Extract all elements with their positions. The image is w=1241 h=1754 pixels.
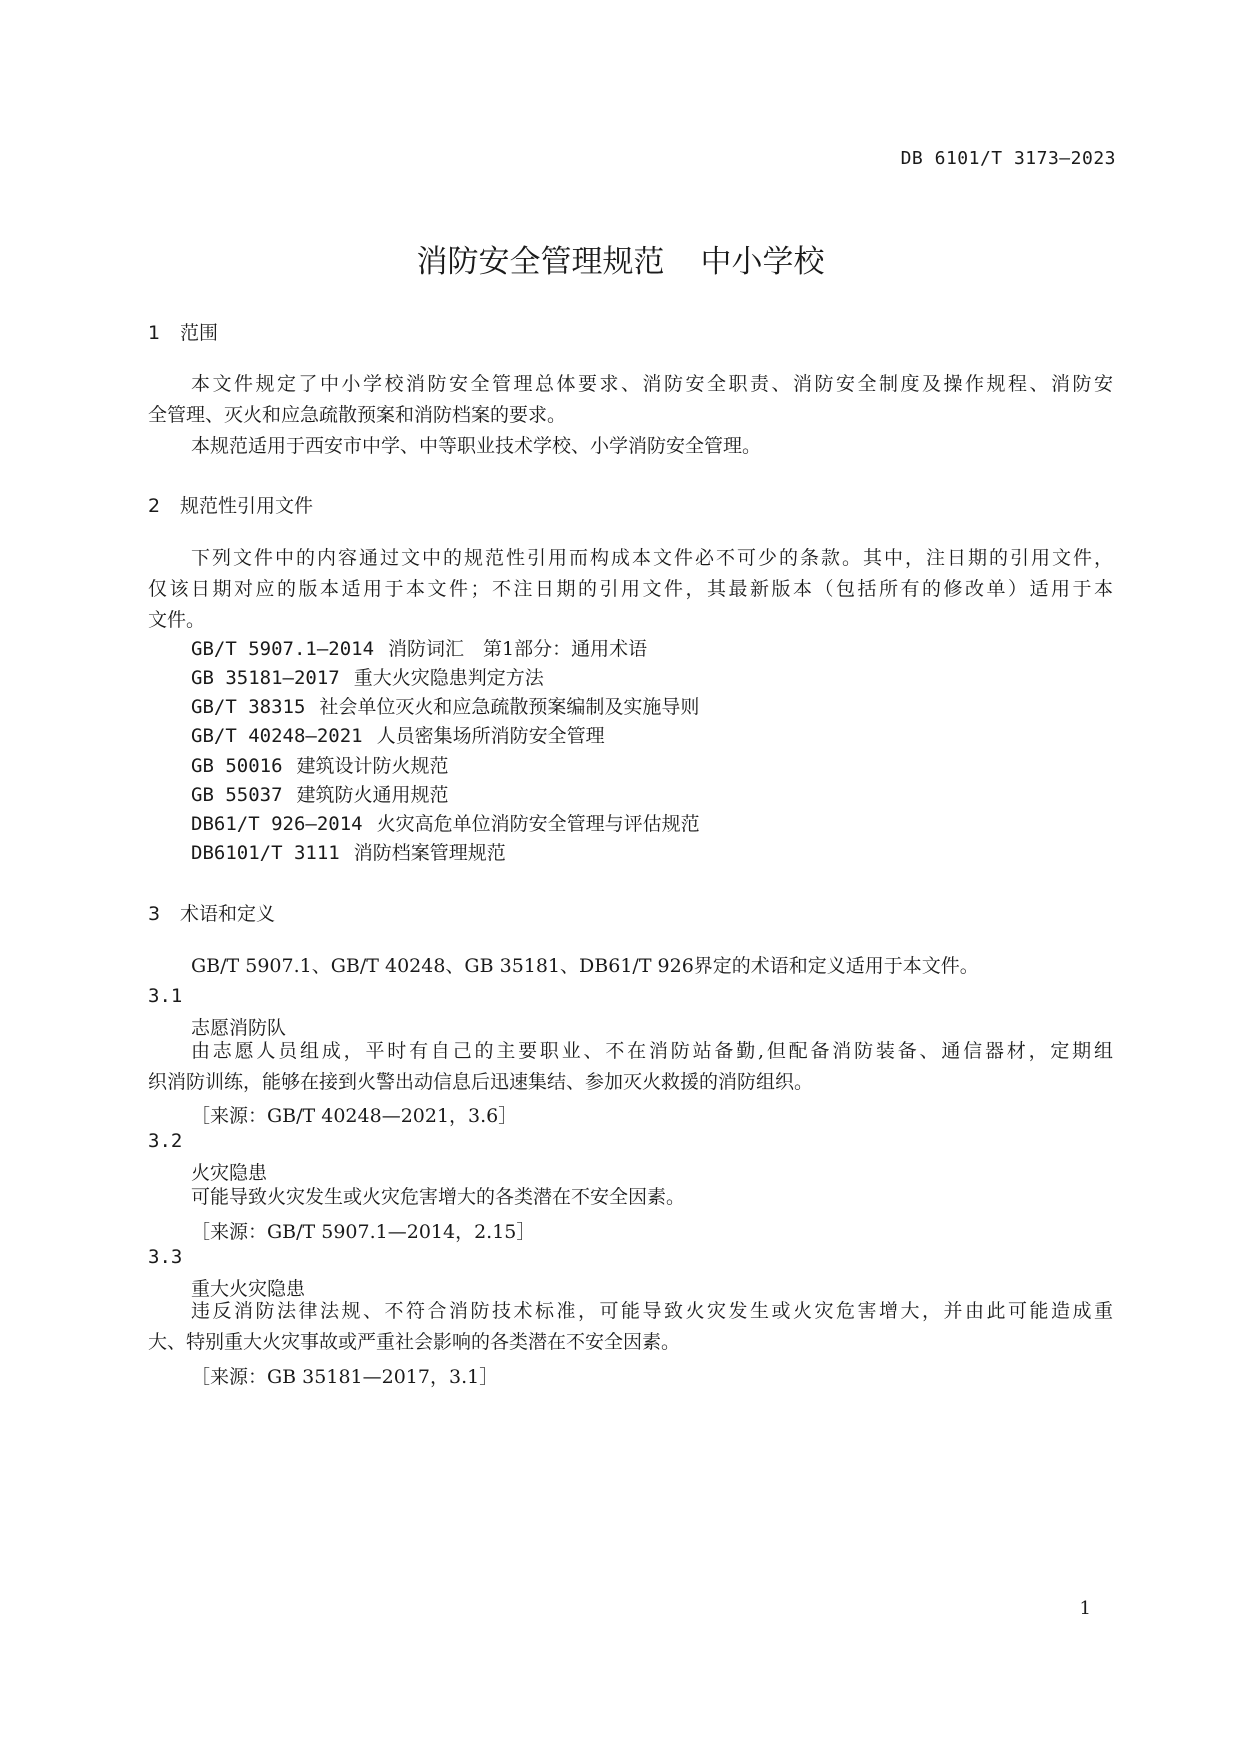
reference-code: GB/T 40248—2021 [191, 725, 363, 747]
reference-title: 火灾高危单位消防安全管理与评估规范 [376, 813, 700, 835]
section-heading-scope [148, 318, 218, 345]
reference-code: GB 55037 [191, 784, 283, 806]
section-number: 2 [148, 495, 161, 517]
paragraph-line: 仅该日期对应的版本适用于本文件；不注日期的引用文件，其最新版本（包括所有的修改单）适用于本 [148, 578, 1113, 600]
term-source: ［来源：GB 35181—2017，3.1］ [191, 1366, 499, 1388]
section-number: 1 [148, 322, 161, 344]
reference-title: 重大火灾隐患判定方法 [353, 667, 544, 689]
paragraph-line: 本文件规定了中小学校消防安全管理总体要求、消防安全职责、消防安全制度及操作规程、消防安 [191, 373, 1113, 395]
paragraph [148, 543, 1113, 636]
reference-title: 建筑防火通用规范 [296, 784, 449, 806]
term-number: 3.3 [148, 1246, 183, 1268]
reference-item [191, 692, 699, 719]
reference-item [191, 809, 700, 836]
title-sub: 中小学校 [700, 244, 825, 280]
term-name: 火灾隐患 [191, 1162, 268, 1184]
paragraph-line: 由志愿人员组成，平时有自己的主要职业、不在消防站备勤,但配备消防装备、通信器材，定期组 [191, 1040, 1113, 1062]
paragraph-line: 大、特别重大火灾事故或严重社会影响的各类潜在不安全因素。 [148, 1331, 681, 1353]
reference-code: GB/T 5907.1—2014 [191, 638, 375, 660]
term-name: 重大火灾隐患 [191, 1278, 306, 1300]
paragraph [148, 369, 1113, 431]
term-definition [148, 1036, 1113, 1098]
section-title: 规范性引用文件 [180, 495, 314, 517]
page-title [0, 236, 1241, 281]
reference-code: DB61/T 926—2014 [191, 813, 363, 835]
reference-item [191, 721, 605, 748]
document-code: DB 6101/T 3173—2023 [900, 148, 1116, 169]
paragraph: GB/T 5907.1、GB/T 40248、GB 35181、DB61/T 926界定的术语和定义适用于本文件。 [191, 955, 979, 977]
reference-title: 人员密集场所消防安全管理 [376, 725, 605, 747]
term-source: ［来源：GB/T 5907.1—2014，2.15］ [191, 1221, 536, 1243]
title-main: 消防安全管理规范 [416, 244, 665, 280]
reference-code: GB 50016 [191, 755, 283, 777]
reference-title: 建筑设计防火规范 [296, 755, 449, 777]
reference-title: 消防词汇 第1部分：通用术语 [388, 638, 648, 660]
term-number: 3.1 [148, 985, 183, 1007]
paragraph-line: 下列文件中的内容通过文中的规范性引用而构成本文件必不可少的条款。其中，注日期的引用文件， [191, 547, 1113, 569]
paragraph: 本规范适用于西安市中学、中等职业技术学校、小学消防安全管理。 [191, 435, 762, 457]
term-source: ［来源：GB/T 40248—2021，3.6］ [191, 1105, 518, 1127]
reference-title: 消防档案管理规范 [353, 842, 506, 864]
paragraph-line: 违反消防法律法规、不符合消防技术标准，可能导致火灾发生或火灾危害增大，并由此可能造成重 [191, 1300, 1113, 1322]
reference-code: DB6101/T 3111 [191, 842, 340, 864]
reference-item [191, 780, 449, 807]
reference-item [191, 634, 647, 661]
section-heading-normative-references [148, 491, 313, 518]
reference-code: GB/T 38315 [191, 696, 306, 718]
section-heading-terms-definitions [148, 899, 275, 926]
term-definition: 可能导致火灾发生或火灾危害增大的各类潜在不安全因素。 [191, 1186, 686, 1208]
reference-item [191, 838, 506, 865]
section-number: 3 [148, 903, 161, 925]
term-name: 志愿消防队 [191, 1017, 287, 1039]
paragraph-line: 全管理、灭火和应急疏散预案和消防档案的要求。 [148, 404, 567, 426]
reference-item [191, 751, 449, 778]
paragraph-line: 织消防训练，能够在接到火警出动信息后迅速集结、参加灭火救援的消防组织。 [148, 1071, 814, 1093]
term-definition [148, 1296, 1113, 1358]
section-title: 术语和定义 [180, 903, 276, 925]
term-number: 3.2 [148, 1130, 183, 1152]
reference-title: 社会单位灭火和应急疏散预案编制及实施导则 [319, 696, 700, 718]
reference-item [191, 663, 544, 690]
paragraph-line: 文件。 [148, 609, 206, 631]
reference-code: GB 35181—2017 [191, 667, 340, 689]
section-title: 范围 [180, 322, 219, 344]
page-number: 1 [1079, 1598, 1091, 1619]
